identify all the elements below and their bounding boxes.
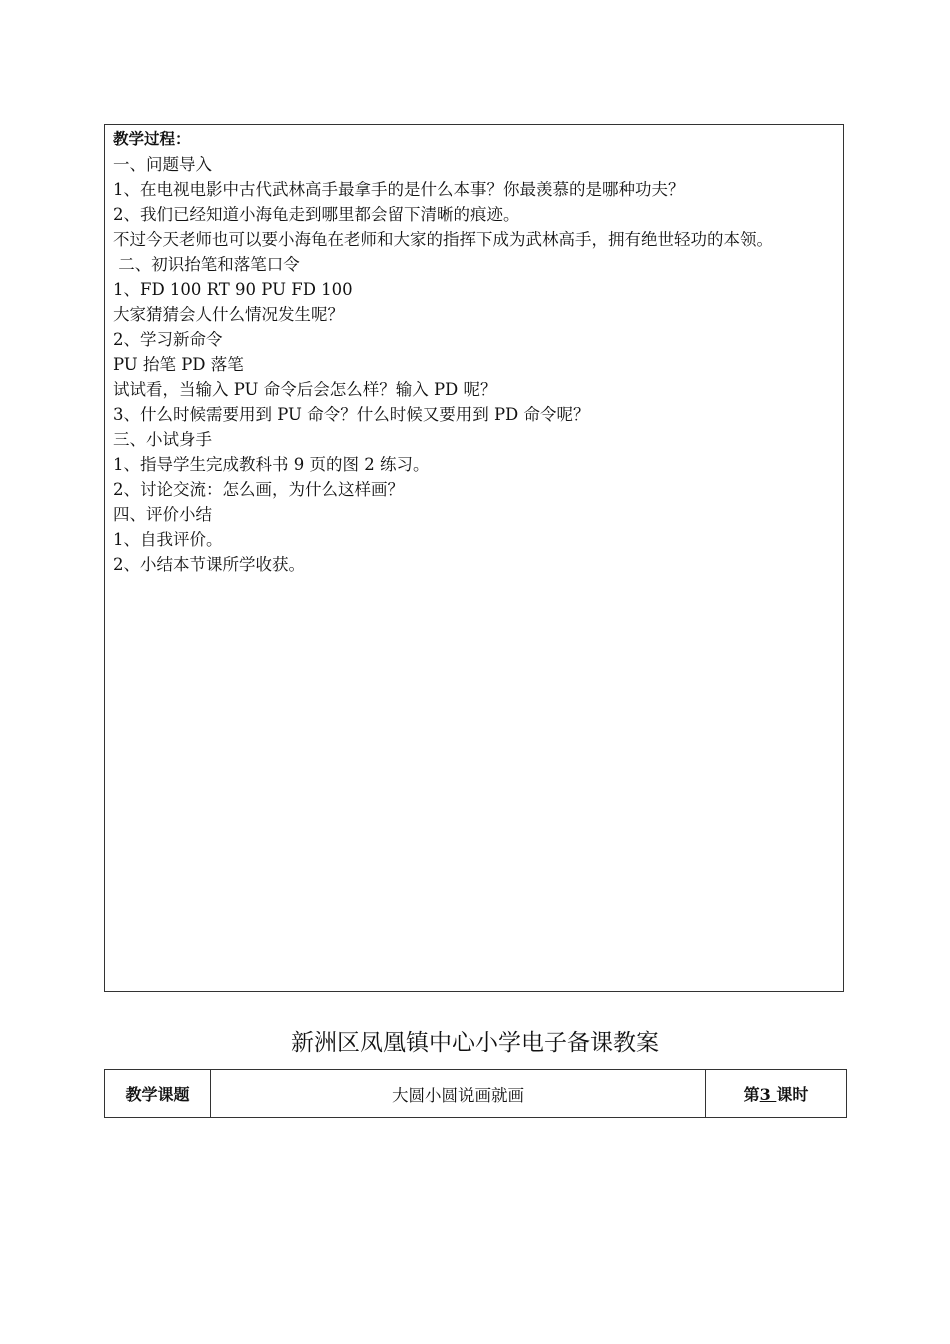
process-heading: 教学过程： <box>113 130 191 148</box>
process-line: 3、什么时候需要用到 PU 命令？什么时候又要用到 PD 命令呢？ <box>113 405 590 424</box>
process-line: 一、问题导入 <box>113 155 212 174</box>
teaching-process-box <box>104 124 844 992</box>
topic-label-cell: 教学课题 <box>105 1070 211 1118</box>
document-title: 新洲区凤凰镇中心小学电子备课教案 <box>291 1030 659 1056</box>
process-line: 试试看，当输入 PU 命令后会怎么样？输入 PD 呢？ <box>113 380 497 399</box>
topic-row <box>105 1070 847 1118</box>
topic-table <box>104 1069 847 1118</box>
process-line: 四、评价小结 <box>113 505 212 524</box>
process-line: 2、讨论交流：怎么画，为什么这样画？ <box>113 480 404 499</box>
process-line: 不过今天老师也可以要小海龟在老师和大家的指挥下成为武林高手，拥有绝世轻功的本领。 <box>113 230 773 249</box>
process-line: 1、FD 100 RT 90 PU FD 100 <box>113 280 353 299</box>
topic-value-cell: 大圆小圆说画就画 <box>211 1070 706 1118</box>
lesson-prefix: 第 <box>743 1085 760 1104</box>
process-line: 大家猜猜会人什么情况发生呢？ <box>113 305 344 324</box>
lesson-number: 3 <box>759 1085 777 1104</box>
lesson-number-cell <box>706 1070 847 1118</box>
process-line: 2、学习新命令 <box>113 330 223 349</box>
process-line: 2、我们已经知道小海龟走到哪里都会留下清晰的痕迹。 <box>113 205 520 224</box>
process-line: 1、在电视电影中古代武林高手最拿手的是什么本事？你最羡慕的是哪种功夫？ <box>113 180 685 199</box>
process-line: PU 抬笔 PD 落笔 <box>113 355 244 374</box>
lesson-suffix: 课时 <box>776 1085 809 1104</box>
process-line: 二、初识抬笔和落笔口令 <box>113 255 300 274</box>
process-line: 2、小结本节课所学收获。 <box>113 555 305 574</box>
process-line: 三、小试身手 <box>113 430 212 449</box>
process-line: 1、自我评价。 <box>113 530 223 549</box>
process-line: 1、指导学生完成教科书 9 页的图 2 练习。 <box>113 455 430 474</box>
